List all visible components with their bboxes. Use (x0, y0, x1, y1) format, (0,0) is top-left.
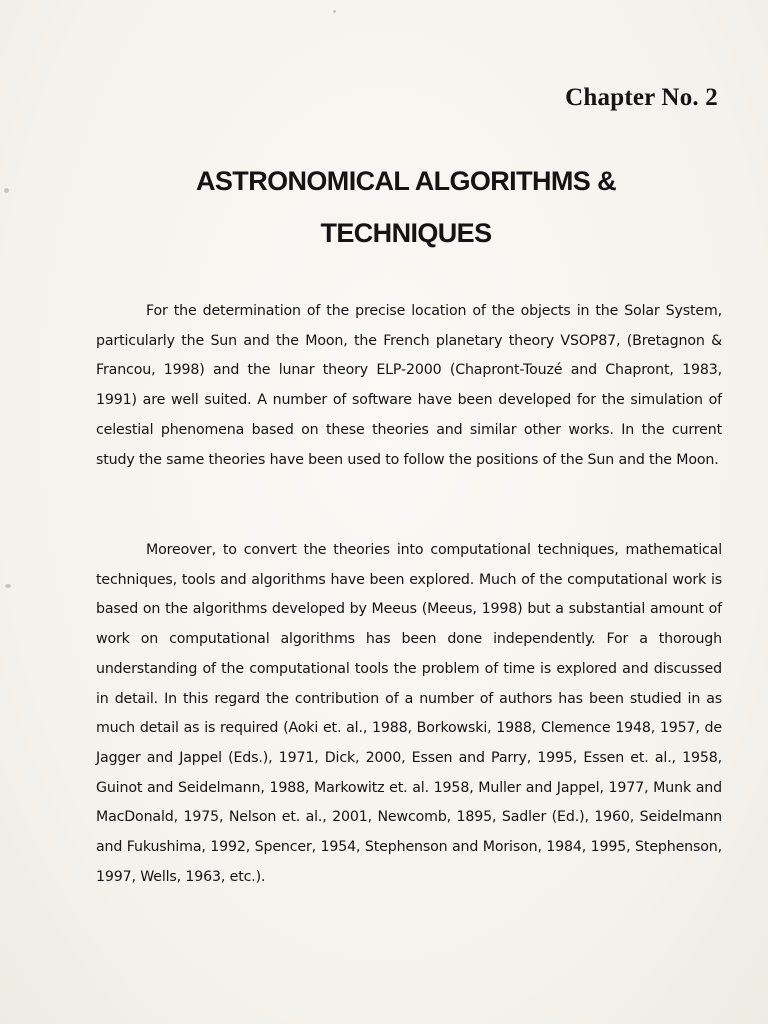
body-paragraph-1: For the determination of the precise location of the objects in the Solar System, particularly the Sun and the Moon, the French planetary theory VSOP87, (Bretagnon & Francou, 1998) and the lunar theory ELP-2000 (Chapront-Touzé and Chapront, 1983, 1991) are well suited. A number of software have been developed for the simulation of celestial phenomena based on these theories and similar other works. In the current study the same theories have been used to follow the positions of the Sun and the Moon. (96, 303, 722, 468)
chapter-number: Chapter No. 2 (565, 84, 718, 111)
scan-speck (333, 10, 336, 13)
body-paragraph-2: Moreover, to convert the theories into computational techniques, mathematical techniques, tools and algorithms have been explored. Much of the computational work is based on the algorithms developed by Meeus (Meeus, 1998) but a substantial amount of work on computational algorithms has been done independently. For a thorough understanding of the computational tools the problem of time is explored and discussed in detail. In this regard the contribution of a number of authors has been studied in as much detail as is required (Aoki et. al., 1988, Borkowski, 1988, Clemence 1948, 1957, de Jagger and Jappel (Eds.), 1971, Dick, 2000, Essen and Parry, 1995, Essen et. al., 1958, Guinot and Seidelmann, 1988, Markowitz et. al. 1958, Muller and Jappel, 1977, Munk and MacDonald, 1975, Nelson et. al., 2001, Newcomb, 1895, Sadler (Ed.), 1960, Seidelmann and Fukushima, 1992, Spencer, 1954, Stephenson and Morison, 1984, 1995, Stephenson, 1997, Wells, 1963, etc.). (96, 542, 722, 885)
chapter-title-line-1: ASTRONOMICAL ALGORITHMS & (196, 166, 616, 196)
chapter-title-line-2: TECHNIQUES (320, 218, 492, 248)
scan-speck (5, 584, 11, 588)
